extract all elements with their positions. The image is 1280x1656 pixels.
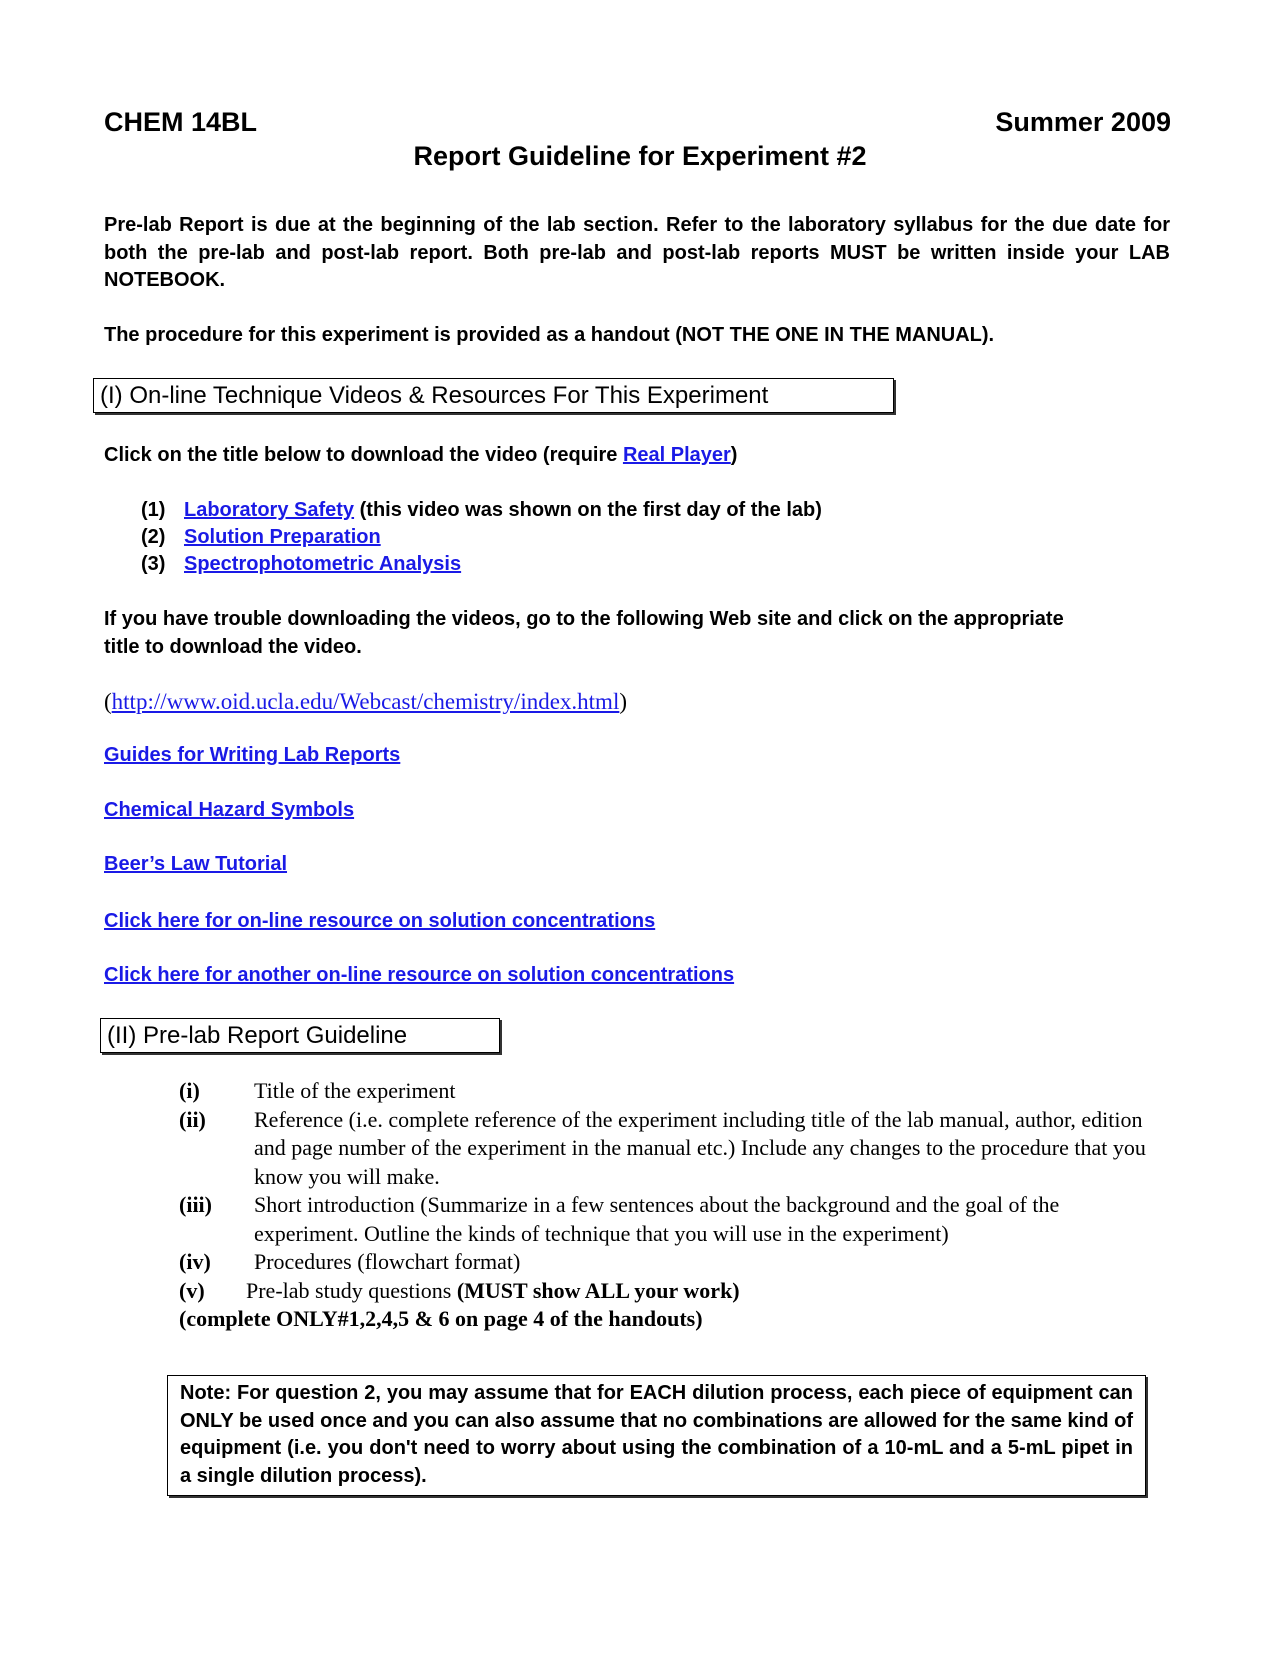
item-number: (iv)	[179, 1249, 211, 1274]
guideline-list	[179, 1077, 1169, 1334]
item-text-emphasis: (MUST show ALL your work)	[456, 1277, 740, 1303]
link-chemical-hazard-symbols[interactable]: Chemical Hazard Symbols	[104, 799, 355, 821]
link-another-solution-concentrations[interactable]: Click here for another on-line resource on solution concentrations	[104, 964, 735, 986]
video-link-spectrophotometric-analysis[interactable]: Spectrophotometric Analysis	[184, 553, 462, 575]
link-beers-law-tutorial[interactable]: Beer’s Law Tutorial	[104, 853, 288, 875]
item-number: (v)	[179, 1277, 205, 1303]
video-number: (2)	[141, 526, 166, 548]
item-number: (iii)	[179, 1192, 212, 1217]
page-title: Report Guideline for Experiment #2	[413, 141, 867, 171]
video-item-safety	[141, 497, 822, 524]
procedure-note: The procedure for this experiment is provided as a handout (NOT THE ONE IN THE MANUAL).	[104, 324, 995, 346]
list-item	[179, 1277, 1169, 1306]
url-open-paren: (	[104, 689, 112, 714]
video-number: (3)	[141, 553, 166, 575]
link-guides-writing-reports[interactable]: Guides for Writing Lab Reports	[104, 744, 401, 766]
course-code: CHEM 14BL	[104, 107, 258, 137]
section-heading-prelab: (II) Pre-lab Report Guideline	[100, 1018, 500, 1053]
item-subnote: (complete ONLY#1,2,4,5 & 6 on page 4 of the handouts)	[179, 1306, 703, 1331]
video-item-spectro	[141, 551, 461, 578]
real-player-link[interactable]: Real Player	[622, 444, 731, 466]
webcast-url-link[interactable]: http://www.oid.ucla.edu/Webcast/chemistry/index.html	[111, 689, 620, 714]
item-text: Reference (i.e. complete reference of the experiment including title of the lab manual, author, edition and page number of the experiment in the manual etc.) Include any changes to the procedure that you know you will make.	[254, 1106, 1146, 1189]
video-note: (this video was shown on the first day of the lab)	[354, 499, 822, 521]
section-heading-videos: (I) On-line Technique Videos & Resources For This Experiment	[93, 378, 894, 413]
webcast-url-line	[104, 689, 627, 715]
link-solution-concentrations[interactable]: Click here for on-line resource on solution concentrations	[104, 910, 656, 932]
term: Summer 2009	[995, 107, 1171, 137]
item-number: (ii)	[179, 1106, 206, 1132]
trouble-paragraph: If you have trouble downloading the videos, go to the following Web site and click on the appropriate title to download the video.	[104, 608, 1064, 658]
note-box: Note: For question 2, you may assume that for EACH dilution process, each piece of equipment can ONLY be used once and you can also assume that no combinations are allowed for the same kind of equipment (i.e. you don't need to worry about using the combination of a 10-mL and a 5-mL pipet in a single dilution process).	[167, 1375, 1146, 1496]
url-close-paren: )	[619, 689, 628, 714]
video-item-solution-prep	[141, 524, 381, 551]
item-text: Title of the experiment	[254, 1078, 456, 1103]
intro-paragraph: Pre-lab Report is due at the beginning of the lab section. Refer to the laboratory syllabus for the due date for both the pre-lab and post-lab report. Both pre-lab and post-lab reports MUST be written inside your LAB NOTEBOOK.	[104, 214, 1170, 291]
list-item	[179, 1106, 1169, 1192]
list-item	[179, 1248, 1169, 1277]
download-instruction	[104, 442, 1170, 470]
instruction-text: Click on the title below to download the video (require	[104, 444, 623, 466]
item-text	[246, 1277, 1169, 1306]
item-number: (i)	[179, 1078, 200, 1103]
video-link-solution-preparation[interactable]: Solution Preparation	[184, 526, 381, 548]
instruction-close: )	[730, 444, 738, 466]
video-link-laboratory-safety[interactable]: Laboratory Safety	[184, 499, 355, 521]
item-text-plain: Pre-lab study questions	[246, 1277, 457, 1303]
video-number: (1)	[141, 499, 166, 521]
list-item	[179, 1191, 1169, 1248]
item-text: Procedures (flowchart format)	[254, 1249, 521, 1274]
item-text: Short introduction (Summarize in a few sentences about the background and the goal of the experiment. Outline the kinds of technique that you will use in the experiment)	[254, 1192, 1060, 1246]
list-item	[179, 1077, 1169, 1106]
